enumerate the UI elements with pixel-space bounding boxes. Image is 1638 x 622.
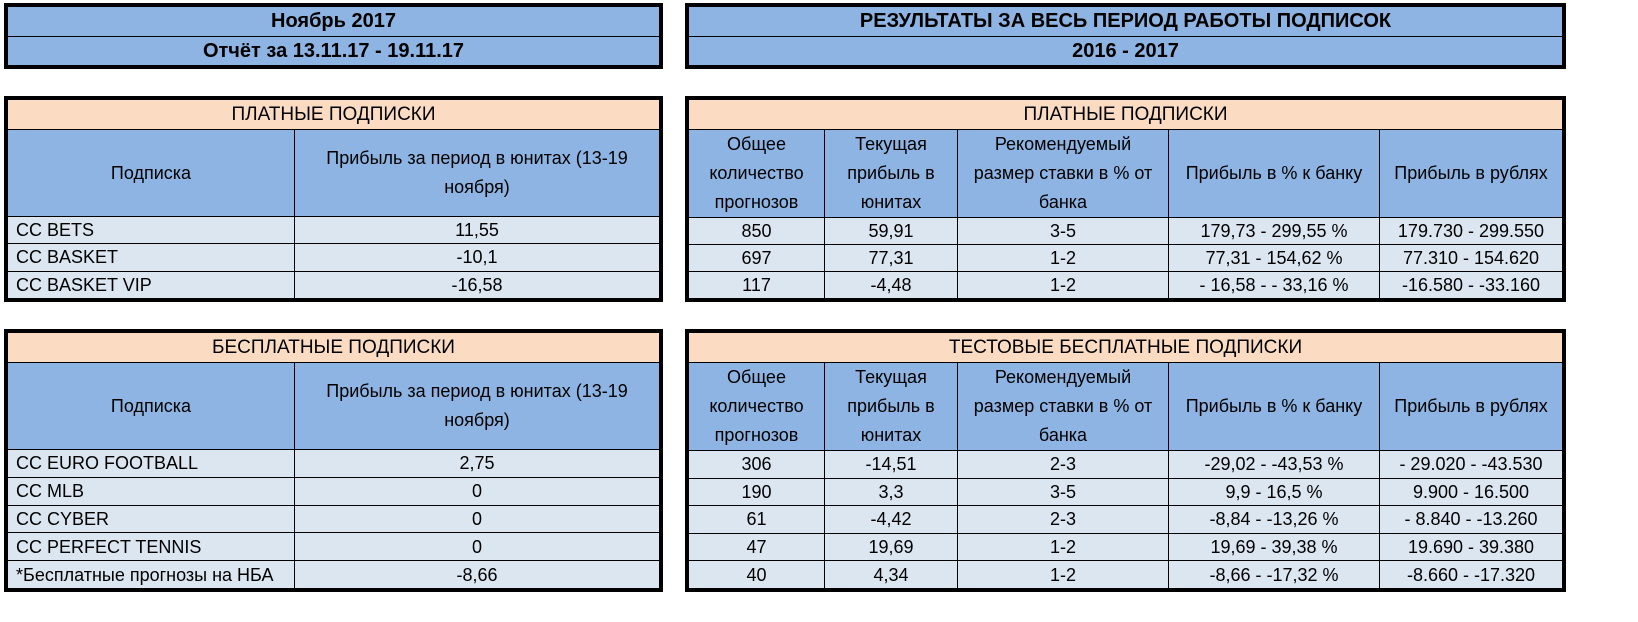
test-free-results-table bbox=[685, 329, 1566, 592]
forecast-count: 850 bbox=[689, 218, 825, 245]
profit-rubles: - 8.840 - -13.260 bbox=[1380, 506, 1563, 534]
profit-percent: - 16,58 - - 33,16 % bbox=[1169, 272, 1380, 299]
profit-percent: -8,84 - -13,26 % bbox=[1169, 506, 1380, 534]
column-header: Подписка bbox=[8, 363, 295, 450]
stake-size: 1-2 bbox=[958, 533, 1169, 561]
stake-size: 3-5 bbox=[958, 478, 1169, 506]
table-row bbox=[8, 244, 660, 271]
table-row bbox=[689, 272, 1563, 299]
profit-rubles: 9.900 - 16.500 bbox=[1380, 478, 1563, 506]
period-profit: -8,66 bbox=[295, 561, 660, 589]
profit-percent: -8,66 - -17,32 % bbox=[1169, 561, 1380, 589]
table-row bbox=[8, 533, 660, 561]
section-title: ПЛАТНЫЕ ПОДПИСКИ bbox=[8, 100, 660, 130]
section-title: ТЕСТОВЫЕ БЕСПЛАТНЫЕ ПОДПИСКИ bbox=[689, 333, 1563, 363]
table-row bbox=[689, 561, 1563, 589]
stake-size: 1-2 bbox=[958, 561, 1169, 589]
period-profit: 2,75 bbox=[295, 450, 660, 478]
report-range: Отчёт за 13.11.17 - 19.11.17 bbox=[8, 36, 660, 66]
current-profit: 19,69 bbox=[825, 533, 958, 561]
column-header: Рекомендуемый размер ставки в % от банка bbox=[958, 130, 1169, 218]
forecast-count: 306 bbox=[689, 451, 825, 479]
column-header: Подписка bbox=[8, 130, 295, 217]
table-row bbox=[8, 271, 660, 298]
subscription-name: *Бесплатные прогнозы на НБА bbox=[8, 561, 295, 589]
profit-rubles: -16.580 - -33.160 bbox=[1380, 272, 1563, 299]
forecast-count: 117 bbox=[689, 272, 825, 299]
results-header bbox=[685, 3, 1566, 69]
current-profit: -14,51 bbox=[825, 451, 958, 479]
period-profit: -16,58 bbox=[295, 271, 660, 298]
period-profit: -10,1 bbox=[295, 244, 660, 271]
column-header: Прибыль в % к банку bbox=[1169, 130, 1380, 218]
forecast-count: 40 bbox=[689, 561, 825, 589]
stake-size: 2-3 bbox=[958, 506, 1169, 534]
current-profit: 3,3 bbox=[825, 478, 958, 506]
period-title: Ноябрь 2017 bbox=[8, 7, 660, 37]
subscription-name: CC CYBER bbox=[8, 505, 295, 533]
column-header: Текущая прибыль в юнитах bbox=[825, 130, 958, 218]
table-row bbox=[689, 245, 1563, 272]
forecast-count: 697 bbox=[689, 245, 825, 272]
profit-percent: 19,69 - 39,38 % bbox=[1169, 533, 1380, 561]
profit-rubles: -8.660 - -17.320 bbox=[1380, 561, 1563, 589]
subscription-name: CC BASKET bbox=[8, 244, 295, 271]
table-row bbox=[689, 218, 1563, 245]
table-row bbox=[8, 450, 660, 478]
results-title: РЕЗУЛЬТАТЫ ЗА ВЕСЬ ПЕРИОД РАБОТЫ ПОДПИСОК bbox=[689, 7, 1563, 37]
forecast-count: 61 bbox=[689, 506, 825, 534]
paid-results-table bbox=[685, 96, 1566, 302]
table-row bbox=[8, 477, 660, 505]
column-header: Общее количество прогнозов bbox=[689, 130, 825, 218]
current-profit: 77,31 bbox=[825, 245, 958, 272]
period-profit: 0 bbox=[295, 505, 660, 533]
column-header: Текущая прибыль в юнитах bbox=[825, 363, 958, 451]
subscription-name: CC BETS bbox=[8, 217, 295, 244]
period-profit: 0 bbox=[295, 533, 660, 561]
current-profit: 4,34 bbox=[825, 561, 958, 589]
stake-size: 1-2 bbox=[958, 272, 1169, 299]
table-row bbox=[689, 506, 1563, 534]
profit-rubles: 19.690 - 39.380 bbox=[1380, 533, 1563, 561]
current-profit: -4,42 bbox=[825, 506, 958, 534]
forecast-count: 190 bbox=[689, 478, 825, 506]
profit-rubles: 179.730 - 299.550 bbox=[1380, 218, 1563, 245]
stake-size: 3-5 bbox=[958, 218, 1169, 245]
column-header: Прибыль за период в юнитах (13-19 ноября) bbox=[295, 363, 660, 450]
table-row bbox=[689, 533, 1563, 561]
subscription-name: CC PERFECT TENNIS bbox=[8, 533, 295, 561]
profit-percent: 179,73 - 299,55 % bbox=[1169, 218, 1380, 245]
stake-size: 2-3 bbox=[958, 451, 1169, 479]
column-header: Рекомендуемый размер ставки в % от банка bbox=[958, 363, 1169, 451]
table-row bbox=[8, 217, 660, 244]
stake-size: 1-2 bbox=[958, 245, 1169, 272]
results-years: 2016 - 2017 bbox=[689, 36, 1563, 66]
profit-rubles: - 29.020 - -43.530 bbox=[1380, 451, 1563, 479]
subscription-name: CC MLB bbox=[8, 477, 295, 505]
profit-percent: 77,31 - 154,62 % bbox=[1169, 245, 1380, 272]
table-row bbox=[8, 561, 660, 589]
subscription-name: CC BASKET VIP bbox=[8, 271, 295, 298]
table-row bbox=[689, 451, 1563, 479]
table-row bbox=[689, 478, 1563, 506]
subscription-name: CC EURO FOOTBALL bbox=[8, 450, 295, 478]
current-profit: 59,91 bbox=[825, 218, 958, 245]
period-profit: 0 bbox=[295, 477, 660, 505]
period-profit: 11,55 bbox=[295, 217, 660, 244]
period-header bbox=[4, 3, 663, 69]
profit-rubles: 77.310 - 154.620 bbox=[1380, 245, 1563, 272]
column-header: Прибыль за период в юнитах (13-19 ноября) bbox=[295, 130, 660, 217]
column-header: Прибыль в % к банку bbox=[1169, 363, 1380, 451]
column-header: Общее количество прогнозов bbox=[689, 363, 825, 451]
profit-percent: 9,9 - 16,5 % bbox=[1169, 478, 1380, 506]
forecast-count: 47 bbox=[689, 533, 825, 561]
section-title: ПЛАТНЫЕ ПОДПИСКИ bbox=[689, 100, 1563, 130]
column-header: Прибыль в рублях bbox=[1380, 363, 1563, 451]
profit-percent: -29,02 - -43,53 % bbox=[1169, 451, 1380, 479]
current-profit: -4,48 bbox=[825, 272, 958, 299]
free-period-table bbox=[4, 329, 663, 592]
column-header: Прибыль в рублях bbox=[1380, 130, 1563, 218]
table-row bbox=[8, 505, 660, 533]
paid-period-table bbox=[4, 96, 663, 302]
section-title: БЕСПЛАТНЫЕ ПОДПИСКИ bbox=[8, 333, 660, 363]
